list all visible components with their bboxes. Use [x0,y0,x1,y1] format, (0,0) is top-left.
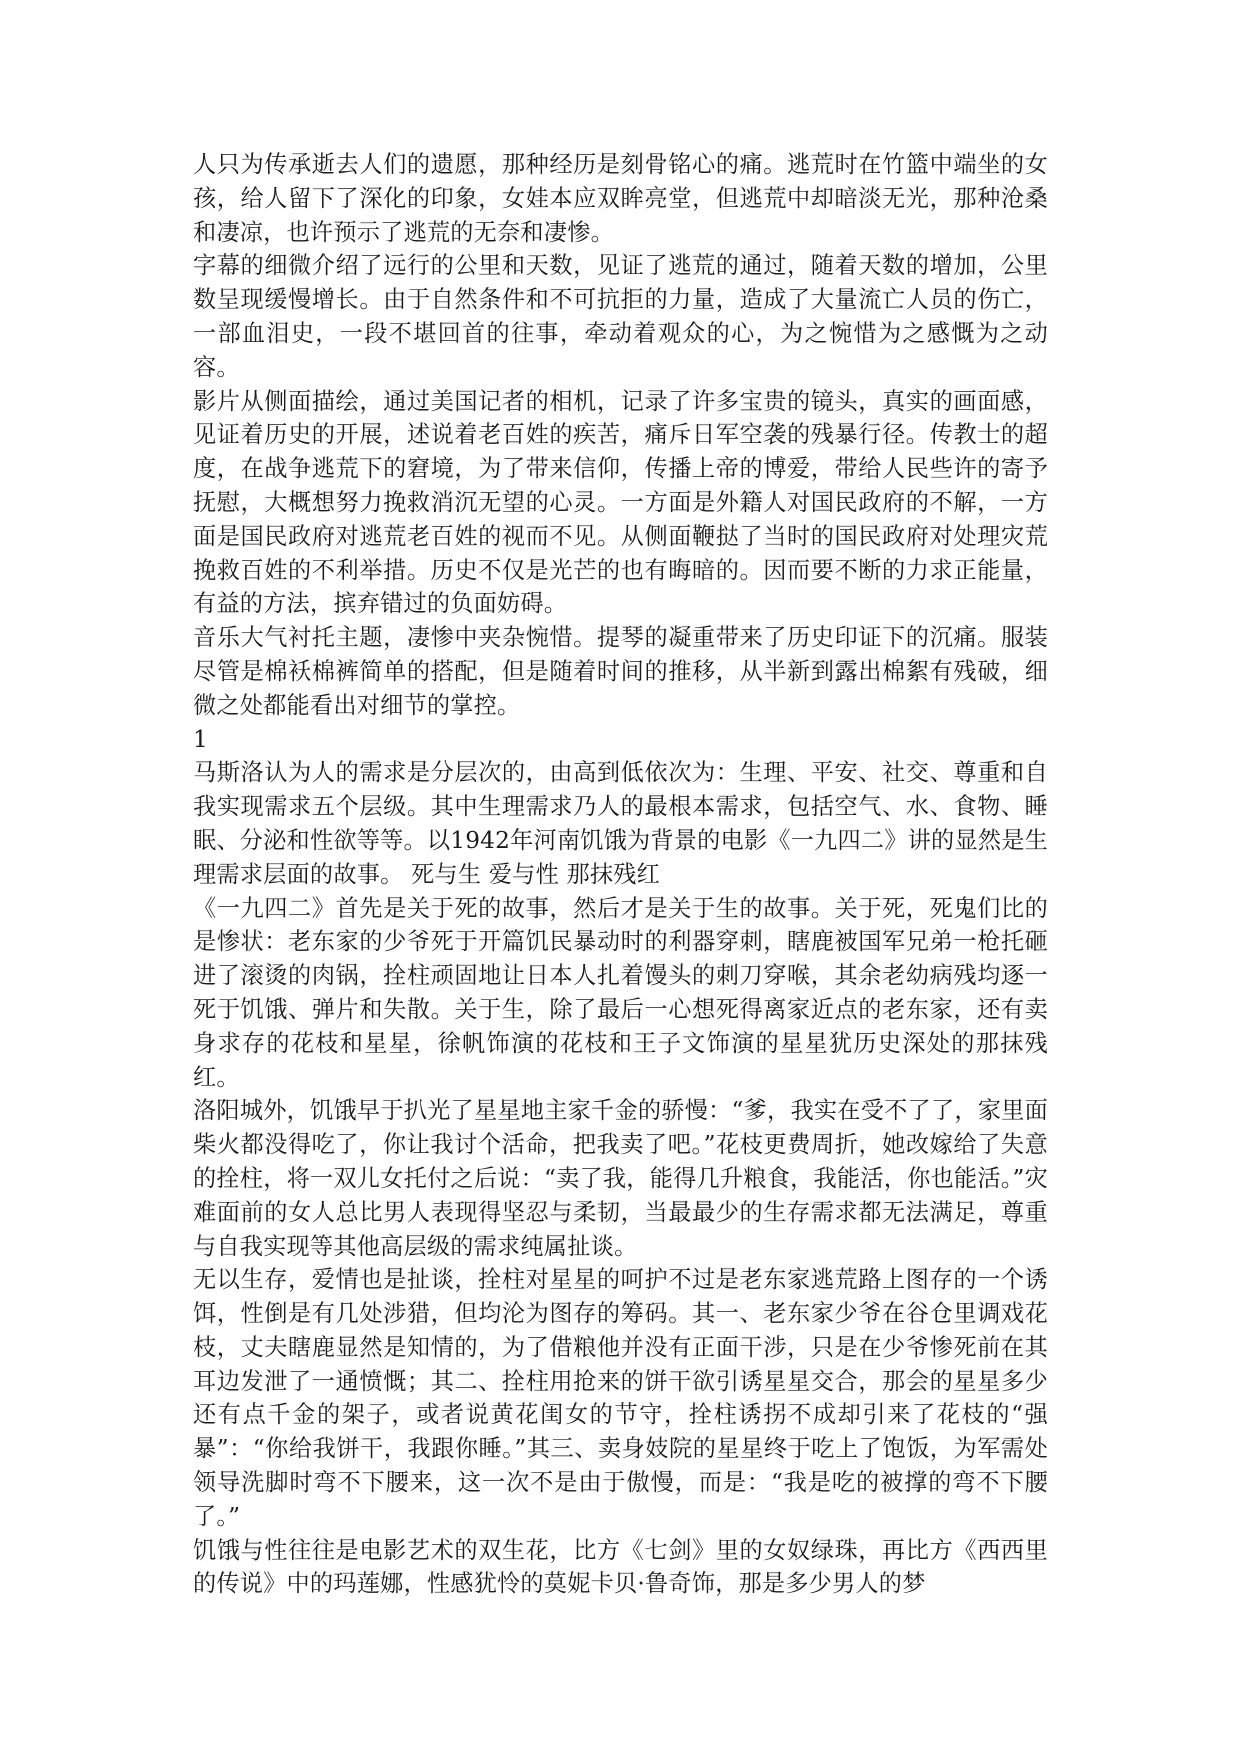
paragraph-5: 马斯洛认为人的需求是分层次的，由高到低依次为：生理、平安、社交、尊重和自我实现需求五个层级。其中生理需求乃人的最根本需求，包括空气、水、食物、睡眠、分泌和性欲等等。以1942年河南饥饿为背景的电影《一九四二》讲的显然是生理需求层面的故事。 死与生 爱与性 那抹残红 [193,759,1048,888]
document-page [193,148,1048,1601]
paragraph-3: 影片从侧面描绘，通过美国记者的相机，记录了许多宝贵的镜头，真实的画面感，见证着历史的开展，述说着老百姓的疾苦，痛斥日军空袭的残暴行径。传教士的超度，在战争逃荒下的窘境，为了带来信仰，传播上帝的博爱，带给人民些许的寄予抚慰，大概想努力挽救消沉无望的心灵。一方面是外籍人对国民政府的不解，一方面是国民政府对逃荒老百姓的视而不见。从侧面鞭挞了当时的国民政府对处理灾荒挽救百姓的不利举措。历史不仅是光芒的也有晦暗的。因而要不断的力求正能量，有益的方法，摈弃错过的负面妨碍。 [193,387,1048,618]
paragraph-2: 字幕的细微介绍了远行的公里和天数，见证了逃荒的通过，随着天数的增加，公里数呈现缓慢增长。由于自然条件和不可抗拒的力量，造成了大量流亡人员的伤亡，一部血泪史，一段不堪回首的往事，牵动着观众的心，为之惋惜为之感慨为之动容。 [193,252,1048,381]
paragraph-7: 洛阳城外，饥饿早于扒光了星星地主家千金的骄慢：“爹，我实在受不了了，家里面柴火都没得吃了，你让我讨个活命，把我卖了吧。”花枝更费周折，她改嫁给了失意的拴柱，将一双儿女托付之后说：“卖了我，能得几升粮食，我能活，你也能活。”灾难面前的女人总比男人表现得坚忍与柔韧，当最最少的生存需求都无法满足，尊重与自我实现等其他高层级的需求纯属扯谈。 [193,1097,1048,1260]
paragraph-6: 《一九四二》首先是关于死的故事，然后才是关于生的故事。关于死，死鬼们比的是惨状：老东家的少爷死于开篇饥民暴动时的利器穿刺，瞎鹿被国军兄弟一枪托砸进了滚烫的肉锅，拴柱顽固地让日本人扎着馒头的刺刀穿喉，其余老幼病残均逐一死于饥饿、弹片和失散。关于生，除了最后一心想死得离家近点的老东家，还有卖身求存的花枝和星星，徐帆饰演的花枝和王子文饰演的星星犹历史深处的那抹残红。 [193,894,1048,1091]
paragraph-4: 音乐大气衬托主题，凄惨中夹杂惋惜。提琴的凝重带来了历史印证下的沉痛。服装尽管是棉袄棉裤简单的搭配，但是随着时间的推移，从半新到露出棉絮有残破，细微之处都能看出对细节的掌控。 [193,624,1048,719]
paragraph-8: 无以生存，爱情也是扯谈，拴柱对星星的呵护不过是老东家逃荒路上图存的一个诱饵，性倒是有几处涉猎，但均沦为图存的筹码。其一、老东家少爷在谷仓里调戏花枝，丈夫瞎鹿显然是知情的，为了借粮他并没有正面干涉，只是在少爷惨死前在其耳边发泄了一通愤慨；其二、拴柱用抢来的饼干欲引诱星星交合，那会的星星多少还有点千金的架子，或者说黄花闺女的节守，拴柱诱拐不成却引来了花枝的“强暴”：“你给我饼干，我跟你睡。”其三、卖身妓院的星星终于吃上了饱饭，为军需处领导洗脚时弯不下腰来，这一次不是由于傲慢，而是：“我是吃的被撑的弯不下腰了。” [193,1266,1048,1530]
section-number: 1 [193,725,208,753]
paragraph-9: 饥饿与性往往是电影艺术的双生花，比方《七剑》里的女奴绿珠，再比方《西西里的传说》中的玛莲娜，性感犹怜的莫妮卡贝·鲁奇饰，那是多少男人的梦 [193,1536,1048,1598]
paragraph-1: 人只为传承逝去人们的遗愿，那种经历是刻骨铭心的痛。逃荒时在竹篮中端坐的女孩，给人留下了深化的印象，女娃本应双眸亮堂，但逃荒中却暗淡无光，那种沧桑和凄凉，也许预示了逃荒的无奈和凄惨。 [193,151,1048,246]
